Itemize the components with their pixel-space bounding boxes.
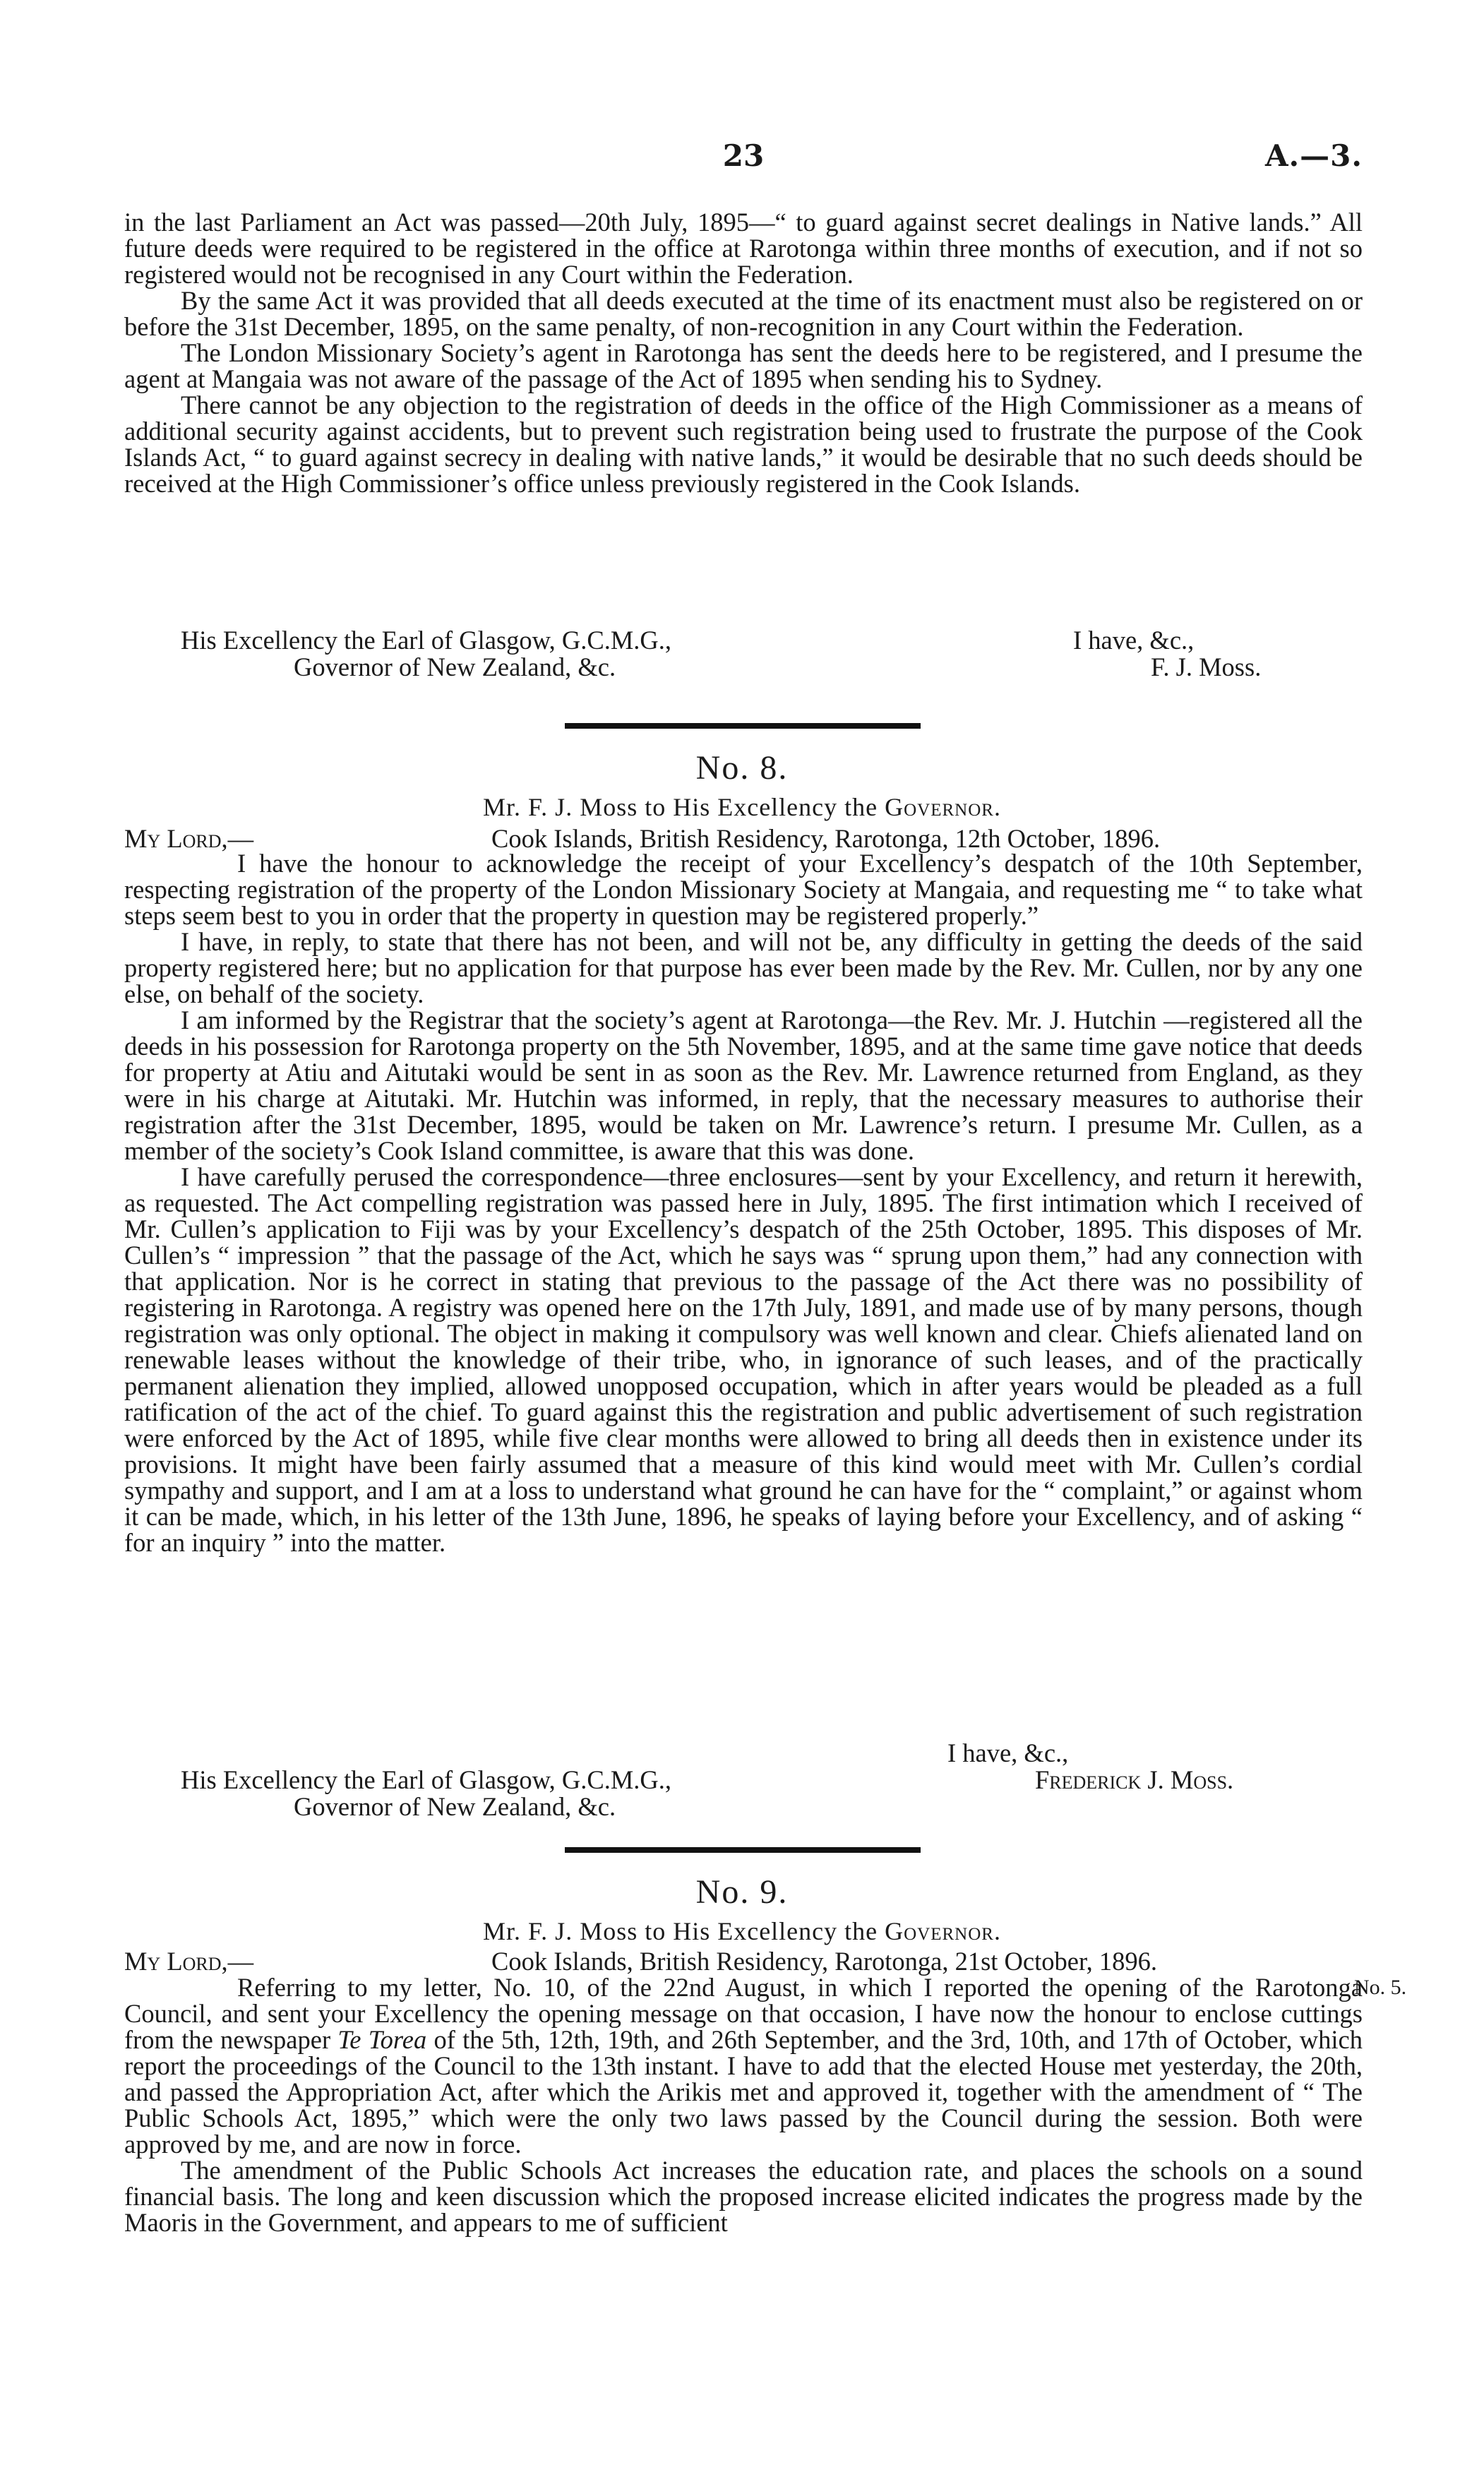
- section-subtitle: [0, 1916, 1484, 1946]
- margin-note: No. 5.: [1354, 1976, 1407, 1999]
- paragraph: I have, in reply, to state that there has not been, and will not be, any difficulty in getting the deeds of the said property registered here; but no application for that purpose has ever been made by the Rev. Mr. Cullen, nor by any one else, on behalf of the society.: [124, 927, 1363, 1008]
- section-title: No. 9.: [695, 1873, 789, 1911]
- letter-body: [124, 850, 1363, 1556]
- newspaper-title: Te Torea: [337, 2025, 427, 2054]
- paragraph: I am informed by the Registrar that the society’s agent at Rarotonga—the Rev. Mr. J. Hutchin —registered all the deeds in his possession for Rarotonga property on the 5th November, 1895, and at the same time gave notice that deeds for property at Atiu and Aitutaki would be sent in as soon as the Rev. Mr. Lawrence returned from England, as they were in his charge at Aitutaki. Mr. Hutchin was informed, in reply, that the necessary measures to authorise their registration after the 31st December, 1895, would be taken on Mr. Lawrence’s return. I presume Mr. Cullen, as a member of the society’s Cook Island committee, is aware that this was done.: [124, 1005, 1363, 1165]
- section-title: No. 8.: [695, 749, 789, 787]
- paragraph: in the last Parliament an Act was passed—20th July, 1895—“ to guard against secret dealings in Native lands.” All future deeds were required to be registered in the office at Rarotonga within three months of execution, and if not so registered would not be recognised in any Court within the Federation.: [124, 208, 1363, 289]
- subtitle-office: Governor.: [885, 1917, 1001, 1945]
- subtitle-text: Mr. F. J. Moss to His Excellency the: [483, 793, 885, 821]
- addressee-line: His Excellency the Earl of Glasgow, G.C.M.G.,: [181, 626, 672, 655]
- paragraph: I have carefully perused the correspondence—three enclosures—sent by your Excellency, and return it herewith, as requested. The Act compelling registration was passed here in July, 1895. The first intimation which I received of Mr. Cullen’s application to Fiji was by your Excellency’s despatch of the 25th October, 1895. This disposes of Mr. Cullen’s “ impression ” that the passage of the Act, which he says was “ sprung upon them,” had any connection with that application. Nor is he correct in stating that previous to the passage of the Act there was no possibility of registering in Rarotonga. A registry was opened here on the 17th July, 1891, and made use of by many persons, though registration was only optional. The object in making it compulsory was well known and clear. Chiefs alienated land on renewable leases without the knowledge of their tribe, who, in ignorance of such leases, and of the practically permanent alienation they implied, allowed unopposed occupation, which in after years would be pleaded as a full ratification of the act of the chief. To guard against this the registration and public advertisement of such registration were enforced by the Act of 1895, while five clear months were allowed to bring all deeds then in existence under its provisions. It might have been fairly assumed that a measure of this kind would meet with Mr. Cullen’s cordial sympathy and support, and I am at a loss to understand what ground he can have for the “ complaint,” or against whom it can be made, which, in his letter of the 13th June, 1896, he speaks of laying before your Excellency, and of asking “ for an inquiry ” into the matter.: [124, 1162, 1363, 1557]
- paragraph: I have the honour to acknowledge the receipt of your Excellency’s despatch of the 10th September, respecting registration of the property of the London Missionary Society at Mangaia, and requesting me “ to take what steps seem best to you in order that the property in question may be registered properly.”: [124, 849, 1363, 930]
- salutation: My Lord,—: [124, 824, 254, 853]
- paragraph: There cannot be any objection to the registration of deeds in the office of the High Commissioner as a means of additional security against accidents, but to prevent such registration being used to frustrate the purpose of the Cook Islands Act, “ to guard against secrecy in dealing with native lands,” it would be desirable that no such deeds should be received at the High Commissioner’s office unless previously registered in the Cook Islands.: [124, 390, 1363, 498]
- paragraph: [124, 1974, 1363, 2157]
- salutation: My Lord,—: [124, 1947, 254, 1976]
- letter-body: [124, 1974, 1363, 2236]
- subtitle-office: Governor.: [885, 793, 1001, 821]
- dateline: Cook Islands, British Residency, Rarotonga, 21st October, 1896.: [491, 1947, 1158, 1976]
- section-subtitle: [0, 792, 1484, 822]
- addressee-line: Governor of New Zealand, &c.: [294, 652, 616, 681]
- closing-line: I have, &c.,: [947, 1738, 1069, 1767]
- page-header: [124, 138, 1363, 181]
- closing-line: I have, &c.,: [1073, 626, 1195, 655]
- paragraph: The amendment of the Public Schools Act increases the education rate, and places the schools on a sound financial basis. The long and keen discussion which the proposed increase elicited indicates the progress made by the Maoris in the Government, and appears to me of sufficient: [124, 2156, 1363, 2237]
- paragraph-text: of the 5th, 12th, 19th, and 26th September, and the 3rd, 10th, and 17th of October, which report the proceedings of the Council to the 13th instant. I have to add that the elected House met yesterday, the 20th, and passed the Appropriation Act, after which the Arikis met and approved it, together with the amendment of “ The Public Schools Act, 1895,” which were the only two laws passed by the Council during the session. Both were approved by me, and are now in force.: [124, 2025, 1363, 2159]
- letter-continuation: [124, 209, 1363, 496]
- page-number: 23: [722, 138, 765, 173]
- paragraph: By the same Act it was provided that all deeds executed at the time of its enactment must also be registered on or before the 31st December, 1895, on the same penalty, of non-recognition in any Court within the Federation.: [124, 286, 1363, 341]
- paragraph: The London Missionary Society’s agent in Rarotonga has sent the deeds here to be registered, and I presume the agent at Mangaia was not aware of the passage of the Act of 1895 when sending his to Sydney.: [124, 338, 1363, 393]
- section-divider: [565, 723, 921, 729]
- addressee-line: His Excellency the Earl of Glasgow, G.C.M.G.,: [181, 1765, 672, 1794]
- signature: Frederick J. Moss.: [1035, 1765, 1234, 1794]
- paper-reference: A.—3.: [1264, 138, 1363, 173]
- signature: F. J. Moss.: [1151, 652, 1262, 681]
- subtitle-text: Mr. F. J. Moss to His Excellency the: [483, 1917, 885, 1945]
- paragraph-text: Referring to my letter, No. 10, of the 22nd August, in which I reported the opening of the Rarotonga Council, and sent your Excellency the opening message on that occasion, I have now the honour to enclose cuttings from the newspaper: [124, 1973, 1363, 2054]
- section-divider: [565, 1847, 921, 1853]
- addressee-line: Governor of New Zealand, &c.: [294, 1792, 616, 1821]
- dateline: Cook Islands, British Residency, Rarotonga, 12th October, 1896.: [491, 824, 1161, 853]
